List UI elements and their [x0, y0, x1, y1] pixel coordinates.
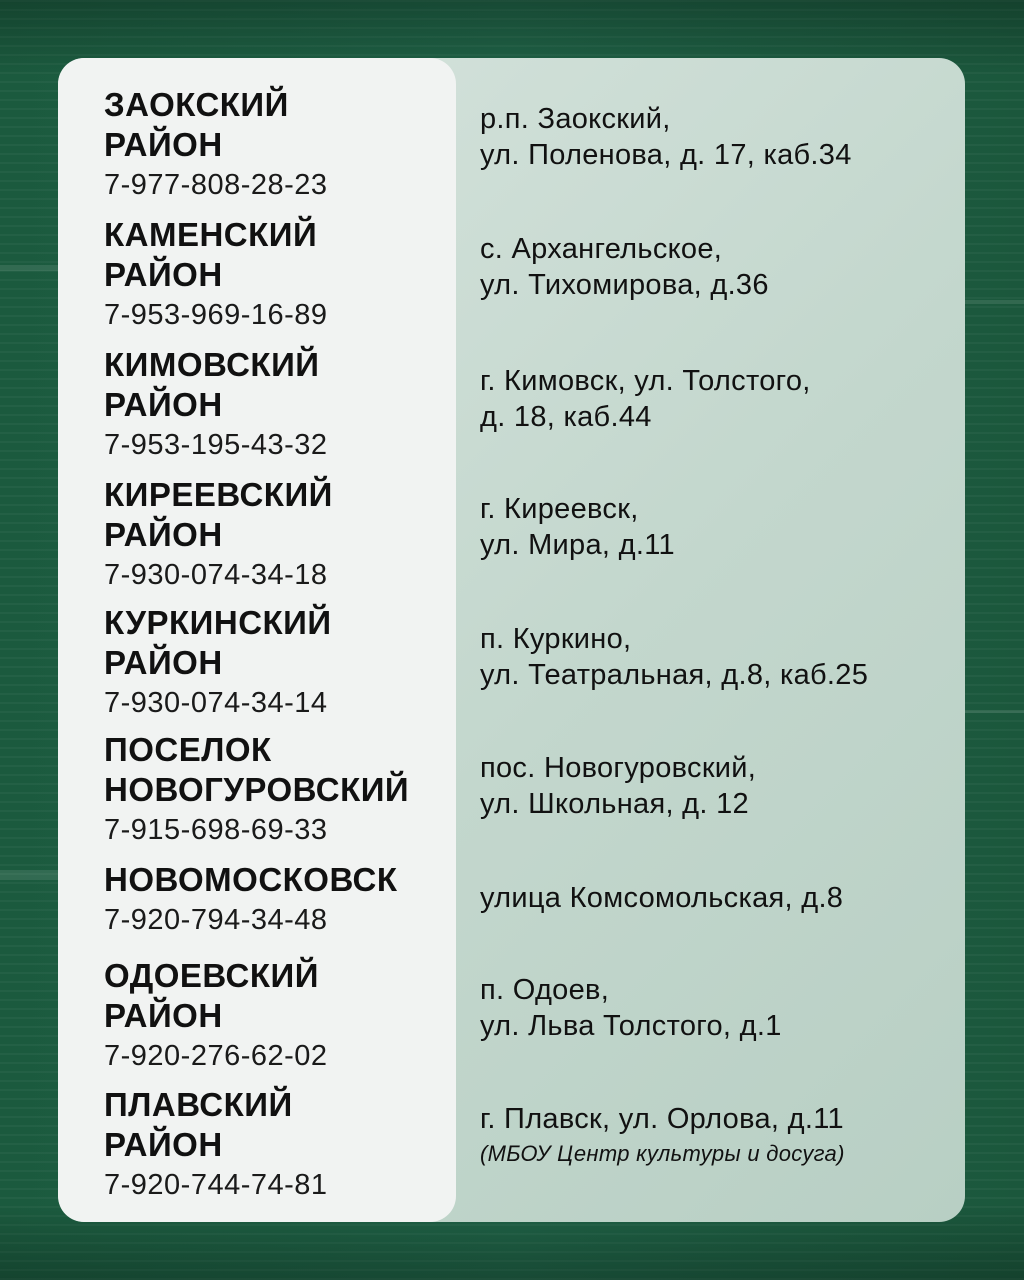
district-name: КАМЕНСКИЙ РАЙОН 7-953-969-16-89 [104, 215, 449, 333]
phone-number: 7-953-969-16-89 [104, 299, 328, 331]
address: г. Киреевск, ул. Мира, д.11 [480, 493, 675, 561]
address: г. Плавск, ул. Орлова, д.11 (МБОУ Центр культуры и досуга) [480, 1101, 960, 1171]
district-name: ЗАОКСКИЙ РАЙОН 7-977-808-28-23 [104, 85, 449, 203]
phone-number: 7-930-074-34-18 [104, 559, 328, 591]
address: п. Одоев, ул. Льва Толстого, д.1 [480, 974, 782, 1042]
district-name: ПОСЕЛОК НОВОГУРОВСКИЙ 7-915-698-69-33 [104, 730, 449, 848]
phone-number: 7-920-744-74-81 [104, 1169, 328, 1201]
address: улица Комсомольская, д.8 [480, 882, 844, 914]
address: с. Архангельское, ул. Тихомирова, д.36 [480, 233, 769, 301]
district-name: КУРКИНСКИЙ РАЙОН 7-930-074-34-14 [104, 603, 449, 721]
phone-number: 7-920-794-34-48 [104, 904, 328, 936]
district-name: ОДОЕВСКИЙ РАЙОН 7-920-276-62-02 [104, 956, 449, 1074]
address: п. Куркино, ул. Театральная, д.8, каб.25 [480, 623, 869, 691]
address-note: (МБОУ Центр культуры и досуга) [480, 1141, 845, 1166]
district-name: КИМОВСКИЙ РАЙОН 7-953-195-43-32 [104, 345, 449, 463]
contacts-card [58, 58, 965, 1222]
district-name: НОВОМОСКОВСК 7-920-794-34-48 [104, 860, 449, 938]
district-name: КИРЕЕВСКИЙ РАЙОН 7-930-074-34-18 [104, 475, 449, 593]
phone-number: 7-920-276-62-02 [104, 1040, 328, 1072]
address: г. Кимовск, ул. Толстого, д. 18, каб.44 [480, 365, 811, 433]
phone-number: 7-977-808-28-23 [104, 169, 328, 201]
phone-number: 7-953-195-43-32 [104, 429, 328, 461]
phone-number: 7-930-074-34-14 [104, 687, 328, 719]
district-name: ПЛАВСКИЙ РАЙОН 7-920-744-74-81 [104, 1085, 449, 1203]
address: р.п. Заокский, ул. Поленова, д. 17, каб.34 [480, 103, 852, 171]
address: пос. Новогуровский, ул. Школьная, д. 12 [480, 752, 757, 820]
phone-number: 7-915-698-69-33 [104, 814, 328, 846]
